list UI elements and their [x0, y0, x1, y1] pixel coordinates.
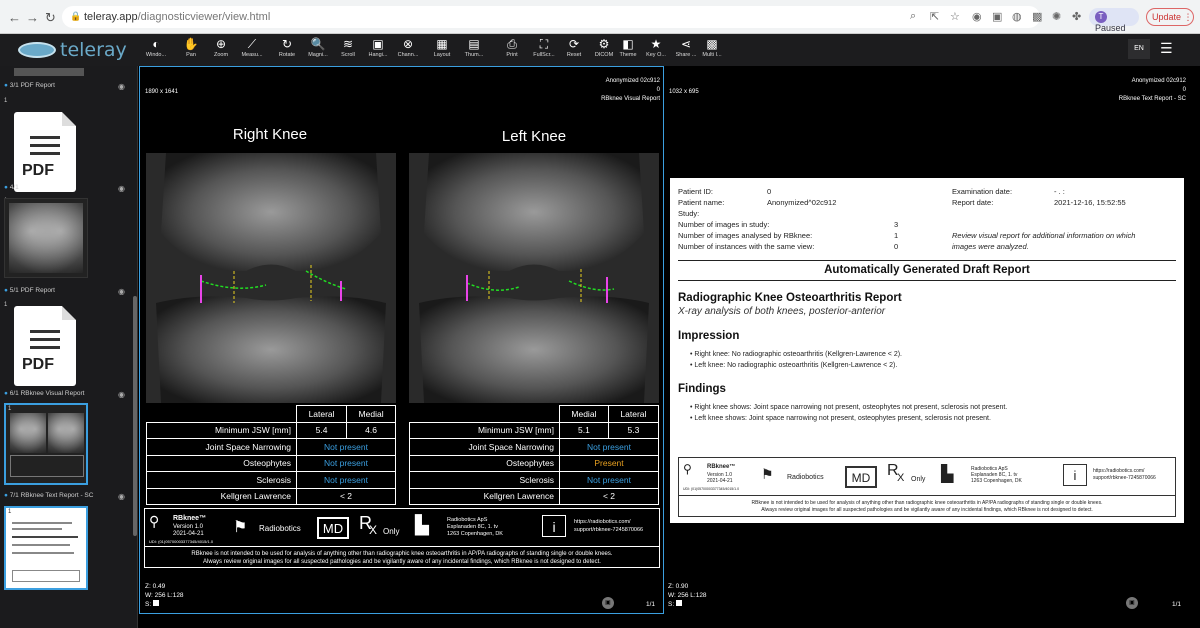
reload-icon[interactable]: ↻ — [45, 10, 56, 25]
image-dimensions: 1890 x 1641 — [145, 89, 179, 95]
radiobotics-box — [233, 515, 299, 541]
eye-icon[interactable]: ◉ — [118, 184, 125, 193]
disclaimer-line: Always review original images for all suspected pathologies and be vigilantly aware of any incidental findings, which RBknee is not designed to detect. — [761, 507, 1093, 513]
factory-logo-icon: ⚑ — [761, 466, 774, 482]
udi-code: UDI: (01)05700003377345/4015/1.0 — [149, 539, 214, 544]
eye-icon[interactable]: ◉ — [118, 492, 125, 501]
reset-icon: ⟳ — [568, 37, 580, 51]
toolbar-label: Scroll — [341, 52, 355, 58]
instances-value: 0 — [894, 242, 899, 251]
row-label: Joint Space Narrowing — [147, 439, 297, 456]
toolbar-layers-button[interactable] — [332, 37, 364, 58]
toolbar-label: FullScr... — [533, 52, 555, 58]
sidebar-item-label: 6/1 RBknee Visual Report — [9, 390, 85, 397]
extension-icon[interactable]: ◉ — [972, 11, 982, 23]
rx-only-label: Only — [383, 527, 400, 536]
manufacturer-icon: ▙ — [415, 515, 429, 535]
col-medial: Medial — [347, 406, 396, 423]
toolbar-label: Layout — [433, 52, 451, 58]
anon-id: Anonymized 02c912 — [605, 78, 660, 84]
toolbar-reset-button[interactable] — [558, 37, 590, 58]
jsn-value: Not present — [560, 439, 659, 456]
slice-indicator — [153, 600, 159, 606]
sidebar-item-5-1[interactable]: ● 5/1 PDF Report — [4, 287, 55, 294]
save-disk-icon[interactable]: ▣ — [602, 597, 614, 609]
patient-info-values — [767, 186, 836, 208]
product-version: Version 1.0 — [707, 472, 733, 478]
support-url[interactable]: support/rbknee-7245870066 — [1093, 475, 1156, 481]
toolbar-label: Share ... — [675, 52, 697, 58]
toolbar-label: Theme — [619, 52, 637, 58]
thumbnails-icon: ▤ — [468, 37, 480, 51]
row-label: Osteophytes — [410, 455, 560, 472]
address-line: 1263 Copenhagen, DK — [971, 478, 1022, 484]
toolbar-label: Hangi... — [368, 52, 388, 58]
product-version: Version 1.0 — [173, 524, 204, 530]
teleray-logo — [18, 38, 128, 62]
factory-logo-icon: ⚑ — [233, 519, 248, 536]
teleray-logo-text: teleray — [60, 39, 127, 61]
series-count: 1 — [4, 302, 8, 308]
divider — [678, 280, 1176, 281]
language-button[interactable]: EN — [1128, 39, 1150, 59]
finding-text: Right knee shows: Joint space narrowing not present, osteophytes not present, sclerosis not present. — [694, 404, 1008, 411]
finding-text: Left knee shows: Joint space narrowing not present, osteophytes present, sclerosis not present. — [694, 415, 991, 422]
toolbar-label: Reset — [566, 52, 582, 58]
star-icon: ★ — [650, 37, 662, 51]
frame-counter: 1/1 — [1172, 601, 1182, 608]
rbknee-logo-icon: ⚲ — [683, 462, 692, 476]
window-level: W: 256 L:128 — [145, 592, 184, 599]
sidebar-item-label: 4/1 — [9, 184, 19, 191]
series-name: RBknee Visual Report — [601, 96, 660, 102]
rx-r: R — [887, 462, 899, 479]
extension-icon[interactable]: ▣ — [992, 11, 1003, 23]
toolbar-fullscreen-button[interactable] — [528, 37, 560, 58]
eye-icon[interactable]: ◉ — [118, 287, 125, 296]
company-name: Radiobotics — [787, 474, 824, 481]
product-date: 2021-04-21 — [707, 478, 733, 484]
layout-grid-icon: ▦ — [436, 37, 448, 51]
right-knee-table — [146, 405, 396, 505]
pdf-label: PDF — [22, 162, 54, 179]
print-icon: ⎙ — [507, 37, 517, 51]
toolbar-layout-grid-button[interactable] — [426, 37, 458, 58]
patient-id-value: 0 — [767, 187, 772, 196]
pdf-label: PDF — [22, 356, 54, 373]
divider — [678, 260, 1176, 261]
series-count: 1 — [8, 509, 12, 515]
eye-icon[interactable]: ◉ — [118, 390, 125, 399]
impression-text: Left knee: No radiographic osteoarthritis (Kellgren-Lawrence < 2). — [694, 362, 898, 369]
zoom-level: Z: 0.90 — [668, 583, 689, 590]
toolbar-label: Pan — [186, 52, 196, 58]
dicom-icon: ⚙ — [598, 37, 610, 51]
layers-icon: ≋ — [342, 37, 354, 51]
hanging-protocol-icon: ▣ — [372, 37, 384, 51]
image-count-values — [894, 219, 898, 252]
sidebar-item-4-1[interactable]: ● 4/1 — [4, 184, 19, 191]
osteophytes-value: Present — [560, 455, 659, 472]
search-icon[interactable]: ⌕ — [910, 10, 917, 22]
findings-heading: Findings — [678, 383, 726, 395]
images-study-label: Number of images in study: — [678, 220, 770, 229]
row-label: Sclerosis — [147, 472, 297, 489]
rotate-icon: ↻ — [281, 37, 293, 51]
instances-label: Number of instances with the same view: — [678, 242, 815, 251]
toolbar-thumbnails-button[interactable] — [458, 37, 490, 58]
product-date: 2021-04-21 — [173, 531, 204, 537]
product-box — [681, 460, 753, 494]
jsw-medial: 5.1 — [560, 422, 609, 439]
extension-icon[interactable]: ✺ — [1052, 11, 1062, 23]
pdf-thumbnail[interactable] — [14, 306, 76, 386]
toolbar-hanging-protocol-button[interactable] — [362, 37, 394, 58]
window-level: W: 256 L:128 — [668, 592, 707, 599]
report-title: Radiographic Knee Osteoarthritis Report — [678, 292, 902, 304]
col-lateral: Lateral — [608, 406, 658, 423]
series-thumbnail[interactable] — [14, 68, 84, 76]
settings-sliders-icon[interactable]: ☰ — [1160, 40, 1173, 56]
magnifier-icon: 🔍 — [310, 37, 326, 51]
toolbar-magnifier-button[interactable] — [302, 37, 334, 58]
kl-value: < 2 — [297, 488, 396, 505]
patient-overlay — [1060, 77, 1186, 104]
jsn-value: Not present — [297, 439, 396, 456]
md-badge: MD — [317, 517, 349, 539]
save-disk-icon[interactable]: ▣ — [1126, 597, 1138, 609]
jsw-lateral: 5.3 — [608, 422, 658, 439]
sidebar-item-7-1[interactable]: ● 7/1 RBknee Text Report - SC — [4, 492, 94, 499]
profile-paused-button[interactable] — [1089, 8, 1139, 33]
impression-heading: Impression — [678, 330, 740, 342]
sidebar-item-label: 3/1 PDF Report — [9, 82, 55, 89]
extension-icon[interactable]: ◍ — [1012, 11, 1022, 23]
images-study-value: 3 — [894, 220, 899, 229]
support-url[interactable]: support/rbknee-7245870066 — [574, 527, 644, 533]
col-medial: Medial — [560, 406, 609, 423]
impression-text: Right knee: No radiographic osteoarthritis (Kellgren-Lawrence < 2). — [694, 351, 902, 358]
hand-icon: ✋ — [183, 37, 199, 51]
date-labels — [952, 186, 1012, 208]
patient-name-value: Anonymized^02c912 — [767, 198, 837, 207]
row-label: Minimum JSW [mm] — [410, 422, 560, 439]
series-count: 1 — [8, 406, 12, 412]
images-analysed-label: Number of images analysed by RBknee: — [678, 231, 813, 240]
text-report-thumbnail[interactable] — [4, 506, 88, 590]
share-icon: ⋖ — [680, 37, 692, 51]
back-icon[interactable]: ← — [8, 10, 21, 25]
disclaimer-line: Always review original images for all suspected pathologies and be vigilantly aware of any incidental findings, which RBknee is not designed to detect. — [203, 559, 601, 565]
channel-icon: ⊗ — [402, 37, 414, 51]
toolbar-label: Zoom — [213, 52, 229, 58]
sidebar-item-6-1[interactable]: ● 6/1 RBknee Visual Report — [4, 390, 85, 397]
osteophytes-value: Not present — [297, 455, 396, 472]
toolbar-label: Windo... — [145, 52, 167, 58]
toolbar-label: Rotate — [278, 52, 296, 58]
ruler-icon: ⟋ — [247, 37, 257, 51]
toolbar-label: Chann... — [397, 52, 419, 58]
support-url[interactable]: https://radiobotics.com/ — [1093, 468, 1145, 474]
share-page-icon[interactable]: ⇱ — [930, 11, 940, 23]
toolbar-window-button[interactable] — [140, 37, 172, 58]
disclaimer-line: RBknee is not intended to be used for analysis of anything other than radiographic knee osteoarthritis in AP/PA radiographs of standing single or double knees. — [191, 551, 613, 557]
support-box — [540, 513, 658, 541]
rx-x: X — [369, 523, 378, 537]
draft-report-title: Automatically Generated Draft Report — [824, 264, 1030, 276]
manufacturer-icon: ▙ — [941, 466, 954, 483]
impression-item: • Left knee: No radiographic osteoarthritis (Kellgren-Lawrence < 2). — [690, 362, 898, 369]
support-url[interactable]: https://radiobotics.com/ — [574, 519, 631, 525]
finding-item: • Right knee shows: Joint space narrowing not present, osteophytes not present, sclerosis not present. — [690, 404, 1008, 411]
toolbar-ruler-button[interactable] — [236, 37, 268, 58]
radiobotics-box — [761, 464, 827, 490]
md-badge: MD — [845, 466, 877, 488]
url-path: /diagnosticviewer/view.html — [137, 11, 271, 23]
report-regulatory-footer — [678, 457, 1176, 517]
xray-thumbnail[interactable] — [4, 198, 88, 278]
company-name: Radiobotics — [259, 524, 301, 533]
sidebar-item-3-1[interactable]: ● 3/1 PDF Report — [4, 82, 55, 89]
address-line: Esplanaden 8C, 1. tv — [447, 524, 499, 530]
lock-icon: 🔒 — [70, 11, 82, 21]
patient-overlay — [560, 77, 660, 104]
toolbar-multi-image-button[interactable] — [696, 37, 728, 58]
rx-only-label: Only — [911, 476, 926, 483]
update-button[interactable]: Update ⋮ — [1146, 8, 1194, 26]
eye-icon[interactable]: ◉ — [118, 82, 125, 91]
info-icon: i — [1063, 464, 1087, 486]
fullscreen-icon: ⛶ — [539, 37, 549, 51]
finding-item: • Left knee shows: Joint space narrowing not present, osteophytes present, sclerosis not present. — [690, 415, 991, 422]
address-line: 1263 Copenhagen, DK — [447, 531, 503, 537]
row-label: Kellgren Lawrence — [147, 488, 297, 505]
paused-label: Paused — [1095, 23, 1126, 33]
report-subtitle: X-ray analysis of both knees, posterior-anterior — [678, 306, 886, 317]
kl-value: < 2 — [560, 488, 659, 505]
support-box — [1063, 462, 1175, 490]
image-dimensions: 1032 x 695 — [669, 89, 699, 95]
zoom-icon: ⊕ — [215, 37, 227, 51]
review-note — [952, 230, 1135, 252]
rbknee-logo-icon: ⚲ — [149, 513, 160, 529]
toolbar-label: Magni... — [308, 52, 328, 58]
patient-id-label: Patient ID: — [678, 187, 714, 196]
bookmark-star-icon[interactable]: ☆ — [950, 11, 960, 23]
product-name: RBknee™ — [707, 464, 736, 470]
extension-icon[interactable]: ▩ — [1032, 11, 1043, 23]
impression-item: • Right knee: No radiographic osteoarthritis (Kellgren-Lawrence < 2). — [690, 351, 902, 358]
jsw-lateral: 5.4 — [297, 422, 347, 439]
toolbar-channel-button[interactable] — [392, 37, 424, 58]
report-date-label: Report date: — [952, 198, 994, 207]
toolbar-label: Print — [506, 52, 518, 58]
images-analysed-value: 1 — [894, 231, 899, 240]
patient-id: 0 — [656, 87, 660, 93]
row-label: Sclerosis — [410, 472, 560, 489]
toolbar-label: Multi I... — [702, 52, 722, 58]
slice-label: S: — [145, 601, 152, 608]
puzzle-icon[interactable]: ✤ — [1072, 11, 1082, 23]
toolbar-hand-button[interactable] — [175, 37, 207, 58]
rx-r: R — [359, 513, 372, 533]
visual-report-thumbnail[interactable] — [4, 403, 88, 485]
product-name: RBknee™ — [173, 515, 207, 522]
viewport2-info — [668, 582, 707, 609]
teleray-logo-icon — [18, 42, 56, 58]
row-label: Joint Space Narrowing — [410, 439, 560, 456]
report-date-value: 2021-12-16, 15:52:55 — [1054, 198, 1126, 207]
left-knee-xray — [409, 153, 659, 403]
toolbar-print-button[interactable] — [496, 37, 528, 58]
app-toolbar — [0, 34, 1200, 66]
product-box — [147, 511, 227, 545]
disclaimer-line: RBknee is not intended to be used for analysis of anything other than radiographic knee osteoarthritis in AP/PA radiographs of standing single or double knees. — [751, 500, 1103, 506]
patient-name-label: Patient name: — [678, 198, 725, 207]
col-lateral: Lateral — [297, 406, 347, 423]
regulatory-footer — [144, 508, 660, 568]
series-count: 1 — [4, 98, 8, 104]
sclerosis-value: Not present — [560, 472, 659, 489]
address-line: Radiobotics ApS — [447, 517, 488, 523]
sidebar-scrollbar[interactable] — [133, 296, 137, 536]
study-label: Study: — [678, 209, 700, 218]
manufacturer-box — [415, 513, 535, 541]
frame-counter: 1/1 — [646, 601, 656, 608]
forward-icon[interactable]: → — [26, 10, 39, 25]
exam-date-label: Examination date: — [952, 187, 1013, 196]
series-name: RBknee Text Report - SC — [1118, 96, 1186, 102]
jsw-medial: 4.6 — [347, 422, 396, 439]
zoom-level: Z: 0.49 — [145, 583, 166, 590]
toolbar-label: Key O... — [646, 52, 666, 58]
patient-id: 0 — [1182, 87, 1186, 93]
pdf-thumbnail[interactable] — [14, 112, 76, 192]
anon-id: Anonymized 02c912 — [1131, 78, 1186, 84]
review-note-line: images were analyzed. — [952, 242, 1029, 251]
multi-image-icon: ▩ — [706, 37, 718, 51]
browser-chrome — [0, 0, 1200, 34]
toolbar-zoom-button[interactable] — [205, 37, 237, 58]
sidebar-item-label: 5/1 PDF Report — [9, 287, 55, 294]
address-bar[interactable] — [62, 6, 1043, 28]
manufacturer-box — [941, 462, 1059, 490]
rx-x: X — [897, 472, 905, 484]
rx-only-badge — [359, 513, 409, 541]
toolbar-label: Thum... — [464, 52, 484, 58]
left-knee-title: Left Knee — [501, 128, 567, 145]
toolbar-label: DICOM — [594, 52, 614, 58]
theme-icon: ◧ — [622, 37, 634, 51]
address-line: Radiobotics ApS — [971, 466, 1008, 472]
row-label: Osteophytes — [147, 455, 297, 472]
review-note-line: Review visual report for additional information on which — [952, 231, 1136, 240]
toolbar-label: Measu... — [241, 52, 263, 58]
slice-indicator — [676, 600, 682, 606]
toolbar-star-button[interactable] — [640, 37, 672, 58]
info-icon: i — [542, 515, 566, 537]
window-icon: ◐ — [152, 37, 160, 51]
rx-only-badge — [887, 462, 937, 490]
viewport1-info — [145, 582, 184, 609]
sclerosis-value: Not present — [297, 472, 396, 489]
toolbar-rotate-button[interactable] — [271, 37, 303, 58]
address-line: Esplanaden 8C, 1. tv — [971, 472, 1018, 478]
slice-label: S: — [668, 601, 675, 608]
avatar: T — [1095, 11, 1107, 23]
right-knee-title: Right Knee — [232, 126, 308, 143]
url-domain: teleray.app — [84, 11, 138, 23]
left-knee-table — [409, 405, 659, 505]
sidebar-item-label: 7/1 RBknee Text Report - SC — [9, 492, 94, 499]
right-knee-xray — [146, 153, 396, 403]
row-label: Minimum JSW [mm] — [147, 422, 297, 439]
exam-date-value: - . : — [1054, 187, 1065, 196]
row-label: Kellgren Lawrence — [410, 488, 560, 505]
series-sidebar — [0, 66, 138, 628]
update-label: Update — [1152, 12, 1182, 22]
date-values — [1054, 186, 1126, 208]
udi-code: UDI: (01)05700003377345/4015/1.0 — [683, 487, 740, 491]
